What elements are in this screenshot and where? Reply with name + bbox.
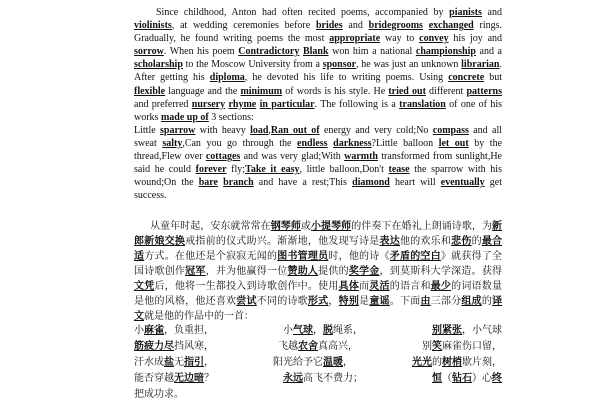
- text-run: of one of his works: [134, 98, 502, 123]
- text-run: 的语言和: [389, 281, 431, 292]
- vocab-keyword: minimum: [240, 85, 283, 97]
- chinese-poem: [134, 323, 502, 400]
- vocab-keyword: 气球: [293, 325, 313, 336]
- text-run: and: [481, 7, 502, 18]
- english-paragraph-1: [134, 6, 502, 124]
- text-run: 无: [174, 357, 184, 368]
- vocab-keyword: Take it easy: [245, 164, 300, 176]
- text-run: with heavy: [195, 124, 251, 136]
- vocab-keyword: cottages: [205, 151, 241, 163]
- vocab-keyword: 具体: [338, 281, 360, 292]
- text-run: ，到莫斯科大学深造。获得: [379, 266, 503, 277]
- text-run: 》就获得了全国诗歌创作: [134, 251, 503, 277]
- text-run: fly;: [226, 164, 246, 176]
- text-run: ,: [268, 124, 271, 136]
- text-run: language and the: [165, 85, 241, 97]
- vocab-keyword: made up of: [160, 111, 209, 123]
- vocab-keyword: 光光: [412, 357, 432, 368]
- vocab-keyword: eventually: [440, 177, 485, 189]
- vocab-keyword: 麻雀: [144, 325, 164, 336]
- text-run: 绳系，: [333, 325, 363, 336]
- text-run: . When his poem: [163, 46, 239, 58]
- text-run: ，并为他赢得一位: [205, 266, 288, 277]
- vocab-keyword: 由: [420, 296, 431, 307]
- vocab-keyword: Ran out of: [270, 124, 320, 136]
- text-run: but: [484, 72, 502, 84]
- text-run: 挡风寒，: [174, 341, 214, 352]
- english-passage: [134, 6, 502, 202]
- text-run: 小: [283, 325, 293, 336]
- text-run: 时，他的诗《: [328, 251, 390, 262]
- text-run: 能否穿越: [134, 373, 174, 384]
- vocab-keyword: 表达: [379, 236, 400, 247]
- text-run: and preferred: [134, 98, 192, 110]
- english-paragraph-2: [134, 124, 502, 203]
- poem-line-balloon-1: [283, 323, 363, 339]
- vocab-keyword: Blank: [302, 46, 329, 58]
- text-run: 的伴奏下在婚礼上朗诵诗歌，为: [351, 221, 493, 232]
- poem-line-sparrow-3: [134, 355, 214, 371]
- vocab-keyword: appropriate: [329, 33, 381, 45]
- text-run: by the thread,Flew over: [134, 137, 503, 163]
- text-run: 歇片刻，: [462, 357, 502, 368]
- vocab-keyword: 文凭: [134, 281, 155, 292]
- text-run: different: [425, 85, 467, 97]
- text-run: and: [342, 20, 369, 32]
- vocab-keyword: 最少: [430, 281, 452, 292]
- vocab-keyword: nursery: [191, 98, 226, 110]
- vocab-keyword: rhyme: [228, 98, 257, 110]
- text-run: and have a rest;This: [253, 177, 353, 189]
- text-run: 不同的诗歌: [256, 296, 308, 307]
- text-run: and was very glad;With: [240, 151, 345, 163]
- vocab-keyword: patterns: [466, 85, 503, 97]
- vocab-keyword: warmth: [344, 151, 378, 163]
- vocab-keyword: sorrow: [134, 46, 164, 58]
- text-run: 方式。在他还是个寂寂无闻的: [144, 251, 278, 262]
- text-run: 汗水成: [134, 357, 164, 368]
- text-run: heart will: [389, 177, 441, 189]
- text-run: of words is his style. He: [282, 85, 389, 97]
- vocab-keyword: compass: [432, 124, 469, 136]
- vocab-keyword: 脱: [323, 325, 333, 336]
- text-run: 是: [359, 296, 370, 307]
- vocab-keyword: darkness: [333, 137, 372, 149]
- text-run: energy and very cold;No: [319, 124, 433, 136]
- text-run: 的: [471, 236, 482, 247]
- text-run: way to: [380, 33, 420, 45]
- poem-row-2: [134, 339, 502, 355]
- text-run: ？: [204, 373, 214, 384]
- vocab-keyword: 赞助人: [287, 266, 319, 277]
- vocab-keyword: in particular: [259, 98, 315, 110]
- vocab-keyword: tried out: [388, 85, 426, 97]
- text-run: 别: [422, 341, 432, 352]
- text-run: to the Moscow University from a: [182, 59, 323, 71]
- poem-line-advice-4: [432, 371, 502, 387]
- text-run: 高飞不费力；: [303, 373, 363, 384]
- vocab-keyword: 钻石: [452, 373, 472, 384]
- poem-tail-line: [134, 387, 502, 400]
- poem-line-balloon-2: [278, 339, 358, 355]
- vocab-keyword: tease: [388, 164, 410, 176]
- vocab-keyword: 特别: [338, 296, 360, 307]
- text-run: won him a national: [328, 46, 416, 58]
- text-run: 3 sections:: [208, 111, 254, 123]
- text-run: 的词语数量是他的风格，他还喜欢: [134, 281, 503, 307]
- text-run: and all sweat: [134, 124, 503, 149]
- vocab-keyword: 温暖: [323, 357, 343, 368]
- text-run: 麻雀伤口留，: [442, 341, 502, 352]
- vocab-keyword: 恒: [432, 373, 442, 384]
- poem-line-sparrow-2: [134, 339, 214, 355]
- vocab-keyword: sparrow: [160, 124, 196, 136]
- vocab-keyword: concrete: [448, 72, 485, 84]
- vocab-keyword: 奖学金: [348, 266, 380, 277]
- poem-line-sparrow-4: [134, 371, 214, 387]
- vocab-keyword: diamond: [352, 177, 390, 189]
- poem-line-advice-1: [432, 323, 502, 339]
- text-run: ?Little balloon: [371, 137, 439, 149]
- text-run: 或: [300, 221, 311, 232]
- text-run: rings. Gradually, he found writing poems the most: [134, 20, 503, 45]
- vocab-keyword: 筋疲力尽: [134, 341, 174, 352]
- poem-line-advice-2: [422, 339, 502, 355]
- poem-row-3: [134, 355, 502, 371]
- text-run: his joy and: [448, 33, 503, 45]
- text-run: , little balloon,Don't: [299, 164, 389, 176]
- poem-line-balloon-4: [283, 371, 363, 387]
- vocab-keyword: 矛盾的空白: [389, 251, 441, 262]
- text-run: 三部分: [430, 296, 462, 307]
- text-run: 。下面: [389, 296, 421, 307]
- vocab-keyword: sponsor: [322, 59, 357, 71]
- vocab-keyword: load: [250, 124, 269, 136]
- text-run: and a: [475, 46, 502, 58]
- text-run: 戒指前的仪式助兴。渐渐地，他发现写诗是: [185, 236, 380, 247]
- chinese-paragraph-1: [134, 219, 502, 324]
- text-run: , he devoted his life to writing poems. Using: [244, 72, 449, 84]
- vocab-keyword: forever: [195, 164, 227, 176]
- text-run: 把成功求。: [134, 389, 184, 400]
- poem-line-sparrow-1: [134, 323, 214, 339]
- vocab-keyword: 悲伤: [451, 236, 472, 247]
- vocab-keyword: endless: [297, 137, 328, 149]
- text-run: 他的欢乐和: [399, 236, 452, 247]
- poem-row-1: [134, 323, 502, 339]
- vocab-keyword: 别: [432, 325, 442, 336]
- text-run: 从童年时起，安东就常常在: [150, 221, 271, 232]
- vocab-keyword: 紧张: [442, 325, 462, 336]
- vocab-keyword: violinists: [134, 20, 172, 32]
- text-run: ，: [343, 357, 353, 368]
- text-run: ，: [328, 296, 339, 307]
- vocab-keyword: 新郎新娘交换: [134, 221, 503, 247]
- vocab-keyword: 钢琴师: [270, 221, 301, 232]
- text-run: the sparrow with his wound;On the: [134, 164, 502, 189]
- text-run: 的: [432, 357, 442, 368]
- text-run: Little: [134, 124, 161, 136]
- vocab-keyword: 指引: [184, 357, 204, 368]
- text-run: 就是他的作品中的一首：: [144, 311, 254, 322]
- vocab-keyword: branch: [223, 177, 254, 189]
- text-run: ，小气球: [462, 325, 502, 336]
- vocab-keyword: diploma: [209, 72, 245, 84]
- text-run: 提供的: [318, 266, 349, 277]
- text-run: ,Can you go through the: [182, 137, 298, 149]
- text-run: 而: [359, 281, 370, 292]
- poem-line-advice-3: [412, 355, 502, 371]
- poem-line-balloon-3: [273, 355, 353, 371]
- text-run: 真高兴，: [318, 341, 358, 352]
- vocab-keyword: 盐: [164, 357, 174, 368]
- vocab-keyword: let out: [438, 137, 469, 149]
- text-run: ，: [204, 357, 214, 368]
- poem-row-4: [134, 371, 502, 387]
- text-run: ，负重担，: [164, 325, 214, 336]
- vocab-keyword: 最合适: [134, 236, 503, 262]
- text-run: 小: [134, 325, 144, 336]
- vocab-keyword: 小提琴师: [310, 221, 352, 232]
- text-run: 的: [481, 296, 493, 307]
- vocab-keyword: 农舍: [298, 341, 318, 352]
- text-run: （: [442, 373, 452, 384]
- vocab-keyword: 译文: [134, 296, 503, 322]
- text-run: ）心: [472, 373, 492, 384]
- vocab-keyword: pianists: [449, 7, 482, 18]
- text-run: ，: [313, 325, 323, 336]
- vocab-keyword: 冠军: [185, 266, 206, 277]
- vocab-keyword: 笑: [432, 341, 442, 352]
- chinese-passage: [134, 219, 502, 324]
- vocab-keyword: Contradictory: [238, 46, 300, 58]
- vocab-keyword: 无边暗: [174, 373, 204, 384]
- text-run: 飞越: [278, 341, 298, 352]
- vocab-keyword: 组成: [461, 296, 482, 307]
- vocab-keyword: brides: [315, 20, 343, 32]
- vocab-keyword: salty: [162, 137, 183, 149]
- vocab-keyword: bridegrooms: [368, 20, 423, 32]
- text-run: get success.: [134, 177, 503, 202]
- text-run: 后，他将一生都投入到诗歌创作中。使用: [154, 281, 339, 292]
- text-run: Since childhood, Anton had often recited poems, accompanied by: [156, 7, 450, 18]
- text-run: . The following is a: [314, 98, 400, 110]
- vocab-keyword: 童谣: [369, 296, 390, 307]
- vocab-keyword: scholarship: [134, 59, 183, 71]
- vocab-keyword: 树梢: [442, 357, 462, 368]
- text-run: , he was just an unknown: [356, 59, 462, 71]
- text-run: transformed from sunlight,He said he could: [134, 151, 502, 176]
- vocab-keyword: bare: [198, 177, 218, 189]
- vocab-keyword: 终: [492, 373, 502, 384]
- vocab-keyword: 图书管理员: [277, 251, 329, 262]
- vocab-keyword: 永远: [283, 373, 303, 384]
- vocab-keyword: flexible: [134, 85, 166, 97]
- text-run: 阳光给予它: [273, 357, 323, 368]
- vocab-keyword: translation: [399, 98, 446, 110]
- vocab-keyword: convey: [419, 33, 449, 45]
- vocab-keyword: 尝试: [236, 296, 257, 307]
- vocab-keyword: 形式: [307, 296, 329, 307]
- vocab-keyword: 灵活: [369, 281, 390, 292]
- vocab-keyword: librarian: [461, 59, 500, 71]
- text-run: , at wedding ceremonies before: [171, 20, 316, 32]
- text-run: . After getting his: [134, 59, 502, 84]
- vocab-keyword: exchanged: [428, 20, 474, 32]
- vocab-keyword: championship: [415, 46, 476, 58]
